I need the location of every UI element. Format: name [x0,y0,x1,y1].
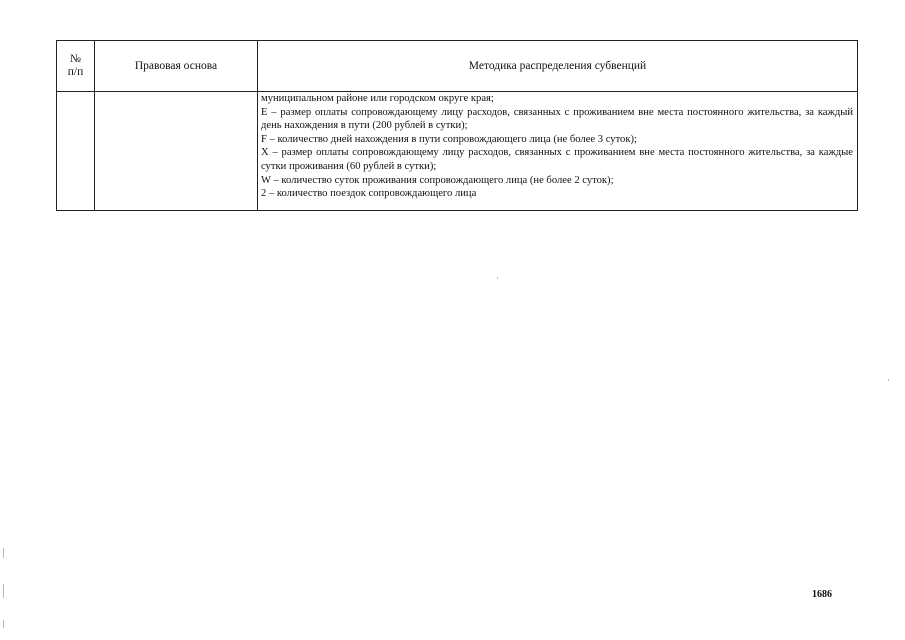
row-methodology-cell [258,92,858,211]
table-row [57,92,858,211]
methodology-line-e: E – размер оплаты сопровождающему лицу расходов, связанных с проживанием вне места постоянного жительства, за каждый день нахождения в пути (200 рублей в сутки); [261,106,853,132]
scan-speck [497,277,498,279]
table-header-row [57,41,858,92]
header-legal-basis: Правовая основа [95,41,258,92]
page-number: 1686 [812,589,832,600]
row-number-cell [57,92,95,211]
header-methodology: Методика распределения субвенций [258,41,858,92]
header-number-label: № п/п [67,53,84,78]
scan-edge-mark [3,548,4,558]
methodology-line-x: X – размер оплаты сопровождающему лицу расходов, связанных с проживанием вне места постоянного жительства, за каждые сутки проживания (60 рублей в сутки); [261,147,853,172]
scan-speck [888,379,889,381]
subsidy-methodology-table [56,40,858,211]
methodology-line-continuation: муниципальном районе или городском округе края; [261,93,494,104]
scan-edge-mark [3,620,4,628]
scan-edge-mark [3,584,4,598]
methodology-line-f: F – количество дней нахождения в пути сопровождающего лица (не более 3 суток); [261,133,637,145]
header-number [57,41,95,92]
methodology-line-2: 2 – количество поездок сопровождающего лица [261,188,477,200]
methodology-line-w: W – количество суток проживания сопровождающего лица (не более 2 суток); [261,174,614,186]
row-legal-basis-cell [95,92,258,211]
